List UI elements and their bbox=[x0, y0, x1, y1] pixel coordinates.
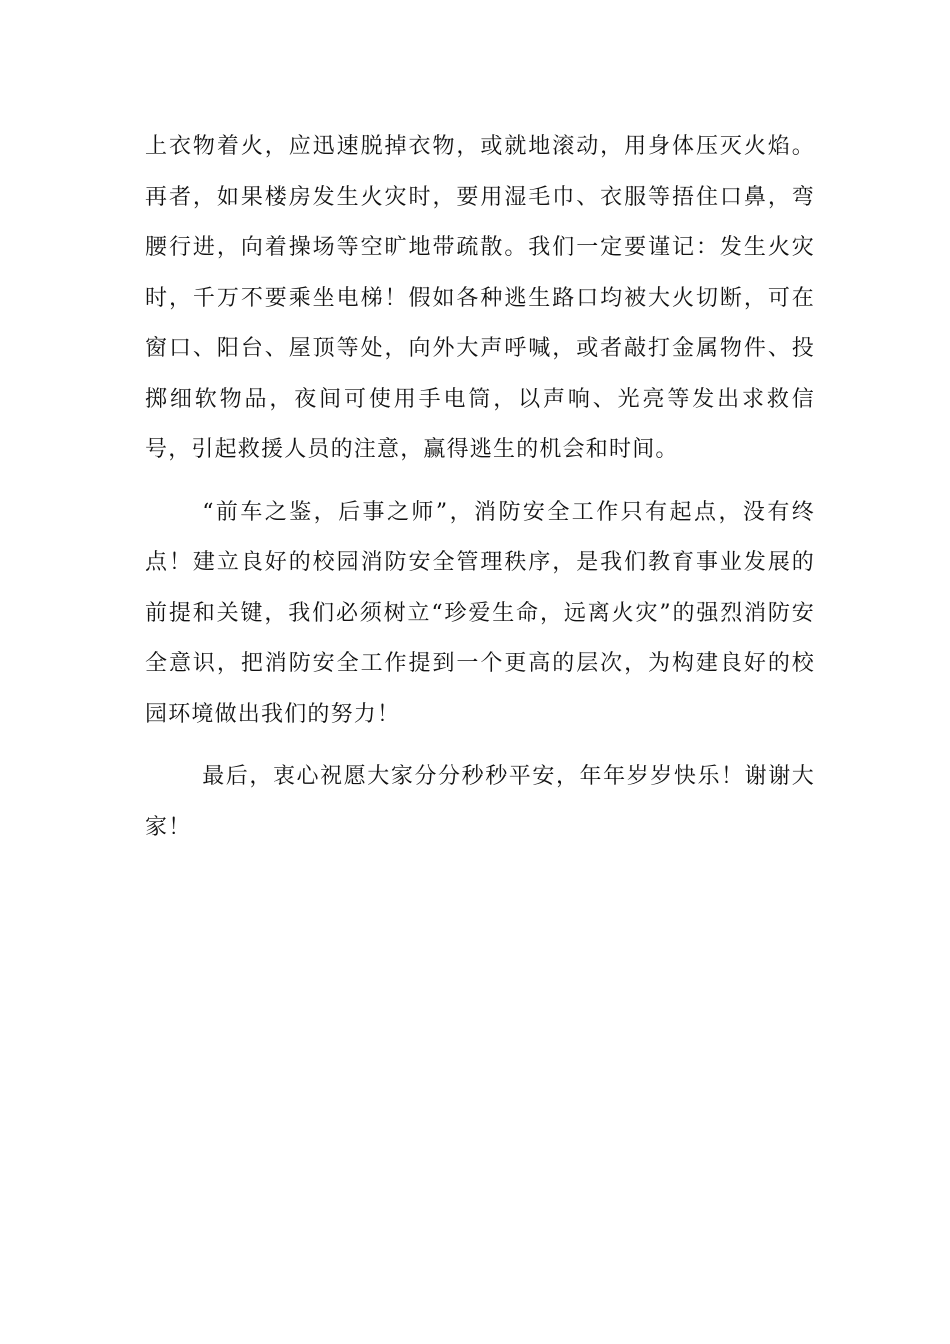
paragraph-closing-wishes: 最后，衷心祝愿大家分分秒秒平安，年年岁岁快乐！谢谢大家！ bbox=[145, 764, 815, 840]
document-body bbox=[145, 122, 815, 853]
paragraph-safety-awareness: “前车之鉴，后事之师”，消防安全工作只有起点，没有终点！建立良好的校园消防安全管理秩序，是我们教育事业发展的前提和关键，我们必须树立“珍爱生命，远离火灾”的强烈消防安全意识，把消防安全工作提到一个更高的层次，为构建良好的校园环境做出我们的努力！ bbox=[145, 499, 815, 727]
paragraph-fire-escape: 上衣物着火，应迅速脱掉衣物，或就地滚动，用身体压灭火焰。再者，如果楼房发生火灾时，要用湿毛巾、衣服等捂住口鼻，弯腰行进，向着操场等空旷地带疏散。我们一定要谨记：发生火灾时，千万不要乘坐电梯！假如各种逃生路口均被大火切断，可在窗口、阳台、屋顶等处，向外大声呼喊，或者敲打金属物件、投掷细软物品，夜间可使用手电筒，以声响、光亮等发出求救信号，引起救援人员的注意，赢得逃生的机会和时间。 bbox=[145, 134, 815, 462]
